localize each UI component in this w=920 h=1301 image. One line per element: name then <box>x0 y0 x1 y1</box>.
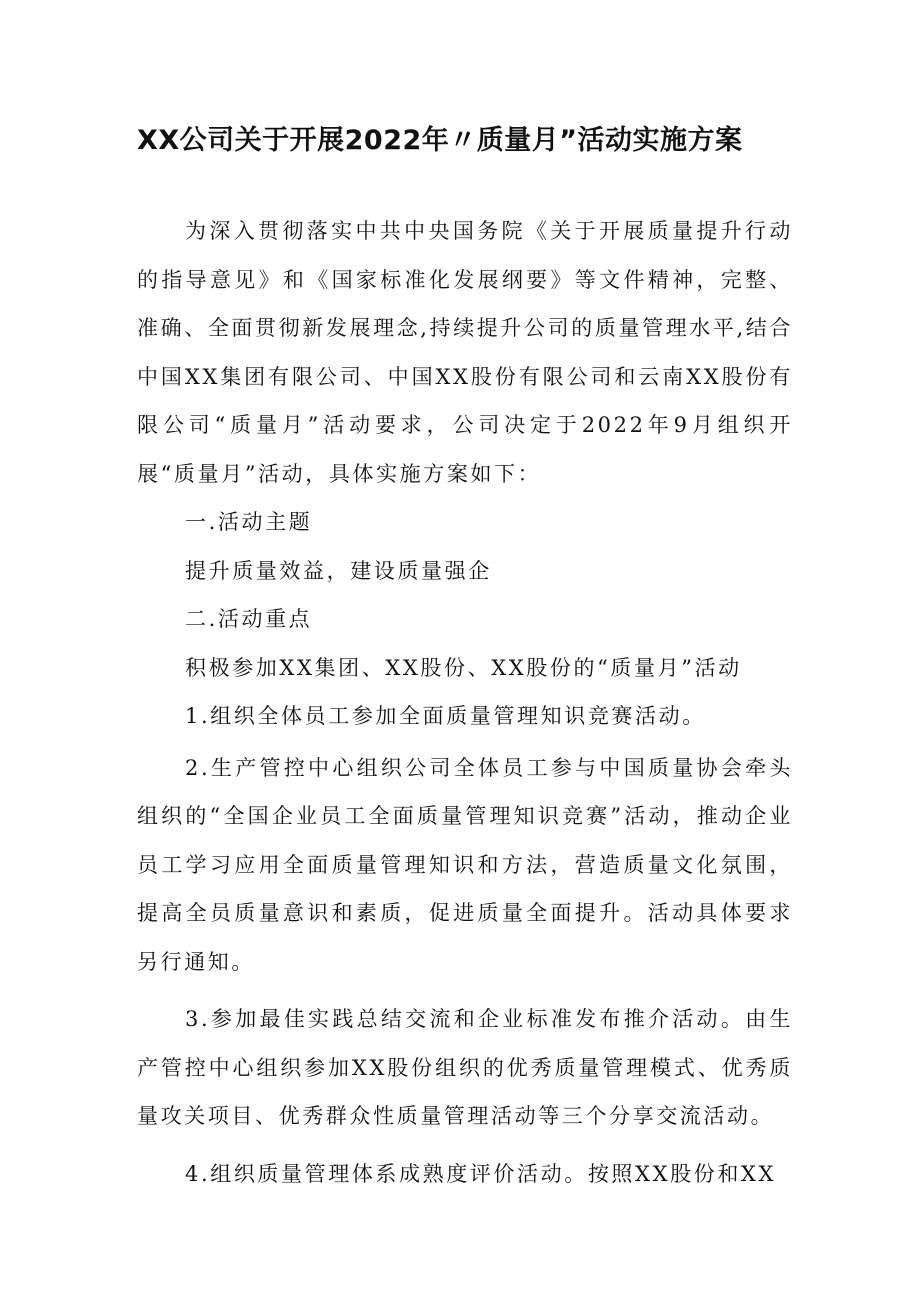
document-body <box>137 207 793 1198</box>
item-1-paragraph: 1.组织全体员工参加全面质量管理知识竞赛活动。 <box>185 704 706 728</box>
section-heading-theme: 一.活动主题 <box>185 510 313 534</box>
intro-paragraph: 为深入贯彻落实中共中央国务院《关于开展质量提升行动的指导意见》和《国家标准化发展纲要》等文件精神，完整、准确、全面贯彻新发展理念,持续提升公司的质量管理水平,结合中国XX集团有限公司、中国XX股份有限公司和云南XX股份有限公司“质量月”活动要求，公司决定于2022年9月组织开展“质量月”活动，具体实施方案如下： <box>137 219 793 486</box>
item-3-paragraph: 3.参加最佳实践总结交流和企业标准发布推介活动。由生产管控中心组织参加XX股份组织的优秀质量管理模式、优秀质量攻关项目、优秀群众性质量管理活动等三个分享交流活动。 <box>137 1007 793 1128</box>
section-heading-focus: 二.活动重点 <box>185 607 313 631</box>
item-2-paragraph: 2.生产管控中心组织公司全体员工参与中国质量协会牵头组织的“全国企业员工全面质量管理知识竞赛”活动，推动企业员工学习应用全面质量管理知识和方法，营造质量文化氛围，提高全员质量意识和素质，促进质量全面提升。活动具体要求另行通知。 <box>137 755 793 974</box>
focus-text: 积极参加XX集团、XX股份、XX股份的“质量月”活动 <box>185 655 742 680</box>
item-4-paragraph: 4.组织质量管理体系成熟度评价活动。按照XX股份和XX <box>185 1161 777 1186</box>
theme-text: 提升质量效益，建设质量强企 <box>185 558 492 583</box>
document-title: XX公司关于开展2022年〃质量月”活动实施方案 <box>137 125 743 156</box>
